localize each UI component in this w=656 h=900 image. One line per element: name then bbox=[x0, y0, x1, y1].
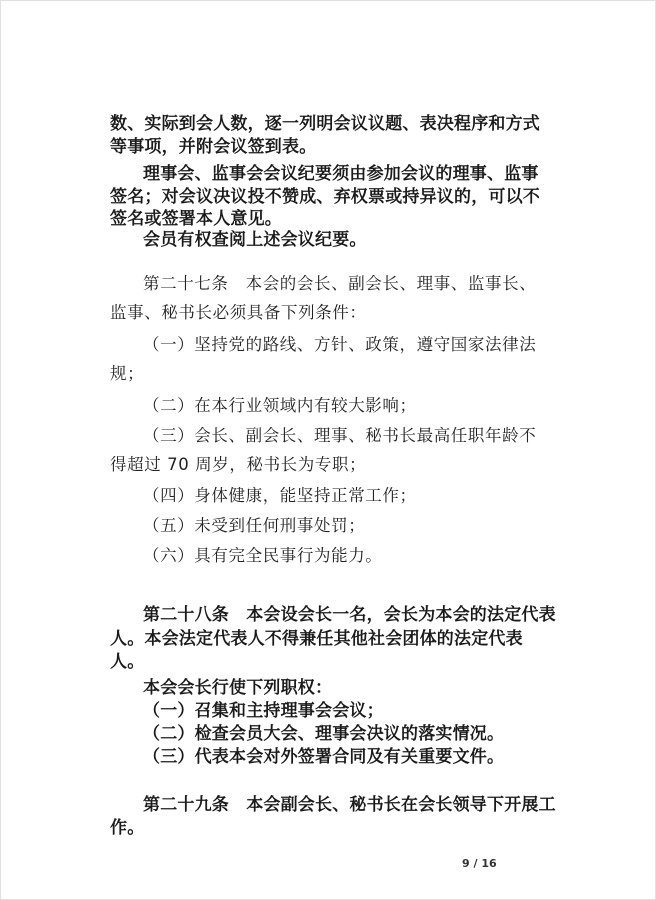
text-line: 监事、秘书长必须具备下列条件： bbox=[110, 303, 367, 322]
text-line: 会员有权查阅上述会议纪要。 bbox=[143, 230, 367, 250]
text-line: 规； bbox=[110, 364, 145, 383]
text-line: 人。 bbox=[110, 652, 145, 672]
list-item: （六）具有完全民事行为能力。 bbox=[143, 546, 383, 565]
article-27-heading: 第二十七条 本会的会长、副会长、理事、监事长、 bbox=[143, 274, 537, 293]
list-item: （三）会长、副会长、理事、秘书长最高任职年龄不 bbox=[143, 426, 537, 445]
list-item: （二）在本行业领域内有较大影响； bbox=[143, 396, 417, 415]
list-item: （二）检查会员大会、理事会决议的落实情况。 bbox=[143, 724, 505, 744]
list-item: （四）身体健康，能坚持正常工作； bbox=[143, 486, 417, 505]
text-line: 本会会长行使下列职权： bbox=[143, 678, 333, 698]
list-item: （一）召集和主持理事会会议； bbox=[143, 701, 384, 721]
text-line: 作。 bbox=[110, 818, 145, 838]
text-line: 签名或签署本人意见。 bbox=[110, 209, 282, 229]
article-28-heading: 第二十八条 本会设会长一名，会长为本会的法定代表 bbox=[143, 605, 556, 625]
text-line: 数、实际到会人数，逐一列明会议议题、表决程序和方式 bbox=[110, 114, 540, 134]
list-item: （一）坚持党的路线、方针、政策，遵守国家法律法 bbox=[143, 335, 537, 354]
list-item: （三）代表本会对外签署合同及有关重要文件。 bbox=[143, 747, 505, 767]
list-item: （五）未受到任何刑事处罚； bbox=[143, 516, 366, 535]
text-line: 理事会、监事会会议纪要须由参加会议的理事、监事 bbox=[143, 164, 539, 184]
article-29-heading: 第二十九条 本会副会长、秘书长在会长领导下开展工 bbox=[143, 795, 556, 815]
text-line: 签名；对会议决议投不赞成、弃权票或持异议的，可以不 bbox=[110, 187, 540, 207]
page-number: 9 / 16 bbox=[462, 857, 497, 870]
text-line: 人。本会法定代表人不得兼任其他社会团体的法定代表 bbox=[110, 629, 523, 649]
text-line: 得超过 70 周岁，秘书长为专职； bbox=[110, 455, 367, 474]
text-line: 等事项，并附会议签到表。 bbox=[110, 137, 317, 157]
